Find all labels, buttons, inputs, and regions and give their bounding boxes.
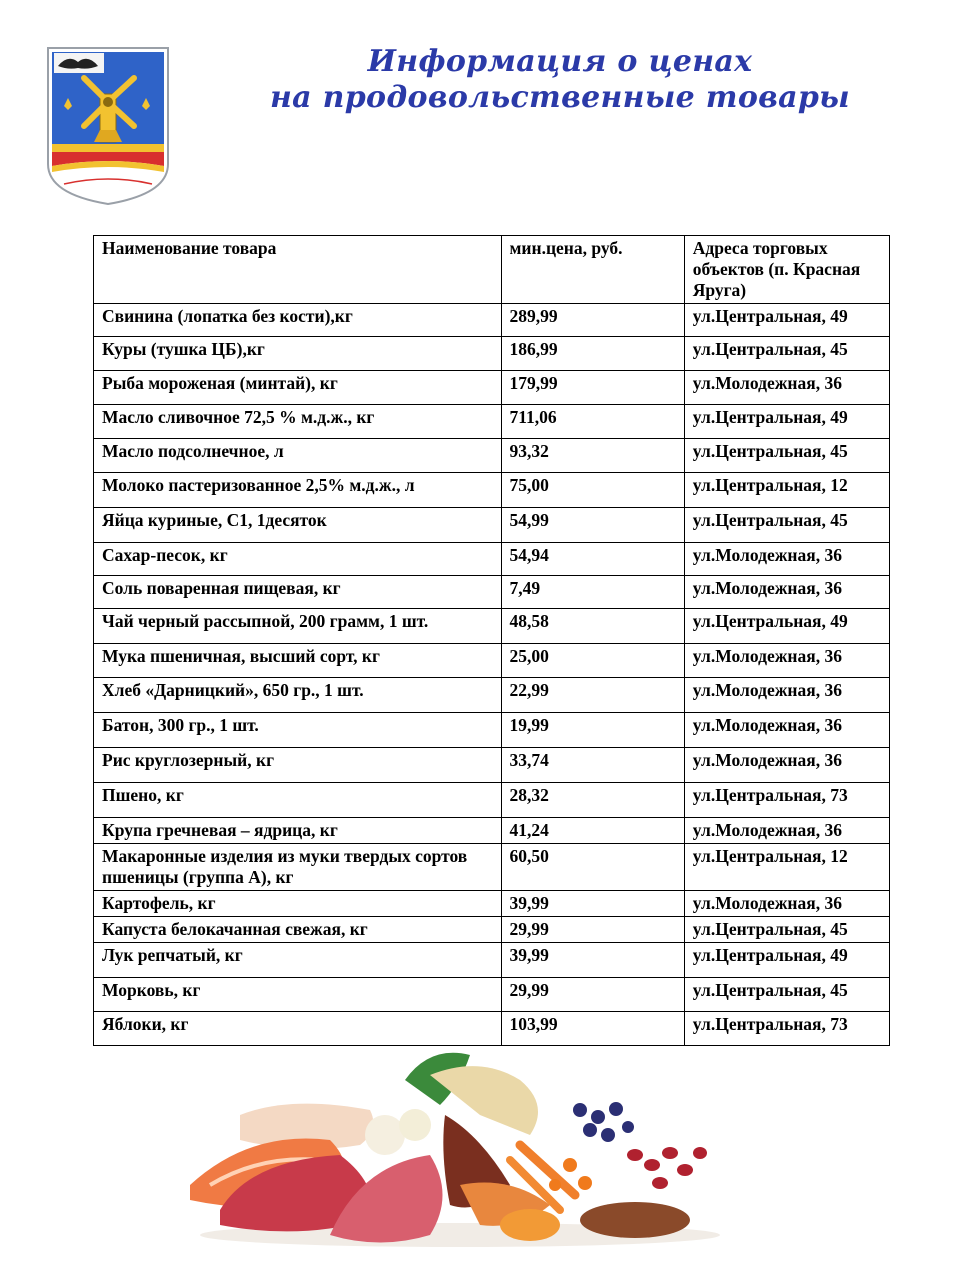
product-name-cell: Сахар-песок, кг bbox=[94, 543, 502, 576]
table-row bbox=[94, 978, 890, 1012]
price-cell: 60,50 bbox=[501, 844, 684, 891]
product-name-cell: Масло подсолнечное, л bbox=[94, 439, 502, 473]
product-name-cell: Чай черный рассыпной, 200 грамм, 1 шт. bbox=[94, 609, 502, 644]
price-cell: 54,94 bbox=[501, 543, 684, 576]
table-row bbox=[94, 943, 890, 978]
table-row bbox=[94, 678, 890, 713]
address-cell: ул.Центральная, 49 bbox=[684, 609, 889, 644]
address-cell: ул.Молодежная, 36 bbox=[684, 891, 889, 917]
address-cell: ул.Молодежная, 36 bbox=[684, 576, 889, 609]
price-cell: 54,99 bbox=[501, 508, 684, 543]
table-header-row bbox=[94, 236, 890, 304]
price-cell: 7,49 bbox=[501, 576, 684, 609]
address-cell: ул.Молодежная, 36 bbox=[684, 543, 889, 576]
table-row bbox=[94, 891, 890, 917]
table-row bbox=[94, 844, 890, 891]
price-cell: 711,06 bbox=[501, 405, 684, 439]
price-cell: 33,74 bbox=[501, 748, 684, 783]
address-cell: ул.Центральная, 45 bbox=[684, 917, 889, 943]
product-name-cell: Картофель, кг bbox=[94, 891, 502, 917]
table-row bbox=[94, 783, 890, 818]
price-cell: 39,99 bbox=[501, 943, 684, 978]
table-row bbox=[94, 405, 890, 439]
table-row bbox=[94, 644, 890, 678]
table-row bbox=[94, 609, 890, 644]
address-cell: ул.Центральная, 73 bbox=[684, 783, 889, 818]
table-row bbox=[94, 337, 890, 371]
product-name-cell: Лук репчатый, кг bbox=[94, 943, 502, 978]
price-cell: 19,99 bbox=[501, 713, 684, 748]
price-cell: 29,99 bbox=[501, 917, 684, 943]
table-row bbox=[94, 304, 890, 337]
product-name-cell: Молоко пастеризованное 2,5% м.д.ж., л bbox=[94, 473, 502, 508]
table-row bbox=[94, 473, 890, 508]
food-illustration bbox=[180, 1035, 740, 1255]
header-address: Адреса торговых объектов (п. Красная Яруга) bbox=[684, 236, 889, 304]
address-cell: ул.Молодежная, 36 bbox=[684, 644, 889, 678]
price-cell: 48,58 bbox=[501, 609, 684, 644]
header-min-price: мин.цена, руб. bbox=[501, 236, 684, 304]
product-name-cell: Мука пшеничная, высший сорт, кг bbox=[94, 644, 502, 678]
address-cell: ул.Центральная, 45 bbox=[684, 978, 889, 1012]
price-cell: 93,32 bbox=[501, 439, 684, 473]
product-name-cell: Рис круглозерный, кг bbox=[94, 748, 502, 783]
address-cell: ул.Центральная, 45 bbox=[684, 337, 889, 371]
table-row bbox=[94, 576, 890, 609]
product-name-cell: Капуста белокачанная свежая, кг bbox=[94, 917, 502, 943]
product-name-cell: Куры (тушка ЦБ),кг bbox=[94, 337, 502, 371]
address-cell: ул.Центральная, 45 bbox=[684, 508, 889, 543]
product-name-cell: Яйца куриные, С1, 1десяток bbox=[94, 508, 502, 543]
table-row bbox=[94, 917, 890, 943]
address-cell: ул.Центральная, 49 bbox=[684, 943, 889, 978]
table-row bbox=[94, 748, 890, 783]
price-cell: 22,99 bbox=[501, 678, 684, 713]
address-cell: ул.Центральная, 12 bbox=[684, 473, 889, 508]
table-row bbox=[94, 371, 890, 405]
product-name-cell: Свинина (лопатка без кости),кг bbox=[94, 304, 502, 337]
table-row bbox=[94, 439, 890, 473]
price-cell: 28,32 bbox=[501, 783, 684, 818]
table-row bbox=[94, 818, 890, 844]
table-row bbox=[94, 508, 890, 543]
title-line-1: Информация о ценах bbox=[367, 44, 753, 79]
price-cell: 75,00 bbox=[501, 473, 684, 508]
product-name-cell: Рыба мороженая (минтай), кг bbox=[94, 371, 502, 405]
address-cell: ул.Молодежная, 36 bbox=[684, 371, 889, 405]
price-table bbox=[93, 235, 890, 1046]
address-cell: ул.Молодежная, 36 bbox=[684, 713, 889, 748]
price-cell: 186,99 bbox=[501, 337, 684, 371]
price-cell: 41,24 bbox=[501, 818, 684, 844]
address-cell: ул.Центральная, 49 bbox=[684, 405, 889, 439]
product-name-cell: Пшено, кг bbox=[94, 783, 502, 818]
address-cell: ул.Центральная, 73 bbox=[684, 1012, 889, 1046]
address-cell: ул.Молодежная, 36 bbox=[684, 818, 889, 844]
title-line-2: на продовольственные товары bbox=[270, 80, 850, 115]
address-cell: ул.Центральная, 49 bbox=[684, 304, 889, 337]
price-cell: 29,99 bbox=[501, 978, 684, 1012]
price-cell: 103,99 bbox=[501, 1012, 684, 1046]
address-cell: ул.Молодежная, 36 bbox=[684, 748, 889, 783]
product-name-cell: Морковь, кг bbox=[94, 978, 502, 1012]
header-product-name: Наименование товара bbox=[94, 236, 502, 304]
product-name-cell: Крупа гречневая – ядрица, кг bbox=[94, 818, 502, 844]
address-cell: ул.Молодежная, 36 bbox=[684, 678, 889, 713]
price-cell: 39,99 bbox=[501, 891, 684, 917]
address-cell: ул.Центральная, 45 bbox=[684, 439, 889, 473]
price-cell: 179,99 bbox=[501, 371, 684, 405]
price-cell: 25,00 bbox=[501, 644, 684, 678]
product-name-cell: Соль поваренная пищевая, кг bbox=[94, 576, 502, 609]
product-name-cell: Масло сливочное 72,5 % м.д.ж., кг bbox=[94, 405, 502, 439]
product-name-cell: Хлеб «Дарницкий», 650 гр., 1 шт. bbox=[94, 678, 502, 713]
table-row bbox=[94, 713, 890, 748]
page-title bbox=[230, 44, 890, 116]
coat-of-arms-icon bbox=[44, 44, 172, 208]
table-row bbox=[94, 543, 890, 576]
price-cell: 289,99 bbox=[501, 304, 684, 337]
product-name-cell: Макаронные изделия из муки твердых сортов пшеницы (группа А), кг bbox=[94, 844, 502, 891]
product-name-cell: Яблоки, кг bbox=[94, 1012, 502, 1046]
product-name-cell: Батон, 300 гр., 1 шт. bbox=[94, 713, 502, 748]
address-cell: ул.Центральная, 12 bbox=[684, 844, 889, 891]
price-table-body bbox=[94, 236, 890, 1046]
